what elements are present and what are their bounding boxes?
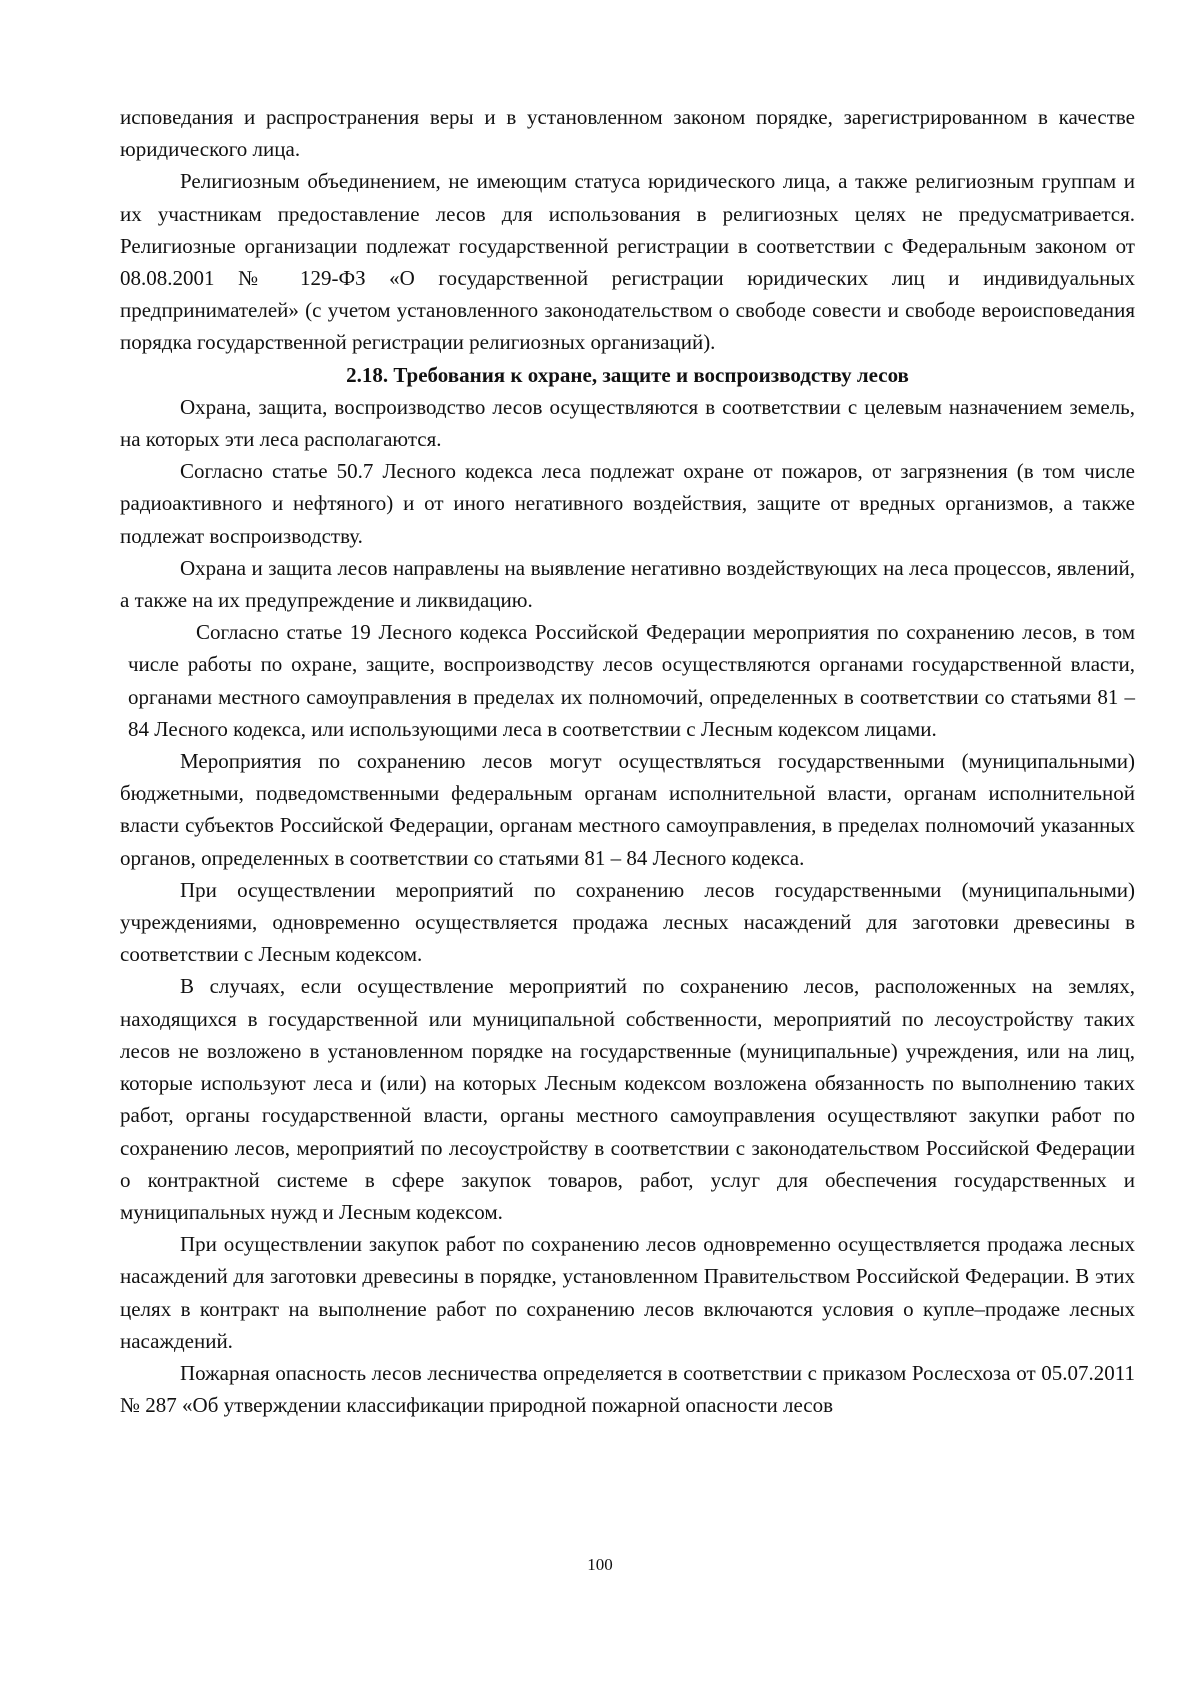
paragraph-religious-associations: Религиозным объединением, не имеющим статуса юридического лица, а также религиозным группам и их участникам предоставление лесов для использования в религиозных целях не предусматривается. Религиозные организации подлежат государственной регистрации в соответствии с Федеральным законом от 08.08.2001 № 129-ФЗ «О государственной регистрации юридических лиц и индивидуальных предпринимателей» (с учетом установленного законодательством о свободе совести и свободе вероисповедания порядка государственной регистрации религиозных организаций). bbox=[120, 169, 1135, 355]
paragraph-protection-purpose: Охрана, защита, воспроизводство лесов осуществляются в соответствии с целевым назначением земель, на которых эти леса располагаются. bbox=[120, 394, 1135, 452]
paragraph-continuation: исповедания и распространения веры и в установленном законом порядке, зарегистрированном в качестве юридического лица. bbox=[120, 105, 1135, 162]
paragraph-procurement-cases: В случаях, если осуществление мероприятий по сохранению лесов, расположенных на землях, находящихся в государственной или муниципальной собственности, мероприятий по лесоустройству таких лесов не возложено в установленном порядке на государственные (муниципальные) учреждения, или на лиц, которые используют леса и (или) на которых Лесным кодексом возложена обязанность по выполнению таких работ, органы государственной власти, органы местного самоуправления осуществляют закупки работ по сохранению лесов, мероприятий по лесоустройству в соответствии с законодательством Российской Федерации о контрактной системе в сфере закупок товаров, работ, услуг для обеспечения государственных и муниципальных нужд и Лесным кодексом. bbox=[120, 974, 1135, 1224]
document-body bbox=[120, 101, 1135, 1421]
paragraph-fire-danger: Пожарная опасность лесов лесничества определяется в соответствии с приказом Рослесхоза от 05.07.2011 № 287 «Об утверждении классификации природной пожарной опасности лесов bbox=[120, 1360, 1135, 1418]
paragraph-procurement-sale: При осуществлении закупок работ по сохранению лесов одновременно осуществляется продажа лесных насаждений для заготовки древесины в порядке, установленном Правительством Российской Федерации. В этих целях в контракт на выполнение работ по сохранению лесов включаются условия о купле–продаже лесных насаждений. bbox=[120, 1232, 1135, 1353]
paragraph-sale-of-plantings: При осуществлении мероприятий по сохранению лесов государственными (муниципальными) учреждениями, одновременно осуществляется продажа лесных насаждений для заготовки древесины в соответствии с Лесным кодексом. bbox=[120, 877, 1135, 967]
paragraph-article-19: Согласно статье 19 Лесного кодекса Российской Федерации мероприятия по сохранению лесов, в том числе работы по охране, защите, воспроизводству лесов осуществляются органами государственной власти, органами местного самоуправления в пределах их полномочий, определенных в соответствии со статьями 81 – 84 Лесного кодекса, или использующими леса в соответствии с Лесным кодексом лицами. bbox=[128, 620, 1135, 741]
paragraph-article-50-7: Согласно статье 50.7 Лесного кодекса леса подлежат охране от пожаров, от загрязнения (в том числе радиоактивного и нефтяного) и от иного негативного воздействия, защите от вредных организмов, а также подлежат воспроизводству. bbox=[120, 459, 1135, 548]
page-number: 100 bbox=[587, 1555, 613, 1574]
section-heading: 2.18. Требования к охране, защите и воспроизводству лесов bbox=[346, 362, 909, 387]
paragraph-measures-institutions: Мероприятия по сохранению лесов могут осуществляться государственными (муниципальными) бюджетными, подведомственными федеральным органам исполнительной власти, органам исполнительной власти субъектов Российской Федерации, органам местного самоуправления, в пределах полномочий указанных органов, определенных в соответствии со статьями 81 – 84 Лесного кодекса. bbox=[120, 749, 1135, 870]
paragraph-protection-aims: Охрана и защита лесов направлены на выявление негативно воздействующих на леса процессов, явлений, а также на их предупреждение и ликвидацию. bbox=[120, 555, 1135, 613]
